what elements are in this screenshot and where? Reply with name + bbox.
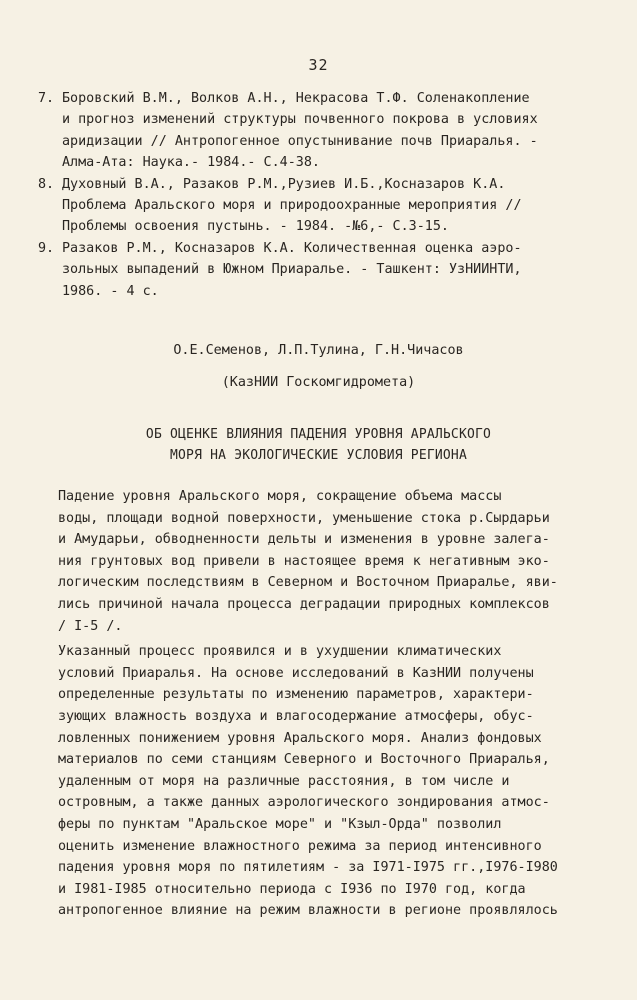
article-body (58, 486, 620, 926)
article-authors: О.Е.Семенов, Л.П.Тулина, Г.Н.Чичасов (173, 343, 464, 358)
reference-number: 7. (38, 91, 55, 106)
reference-number: 9. (38, 240, 55, 256)
reference-text: Духовный В.А., Разаков Р.М.,Рузиев И.Б.,Косназаров К.А. Проблема Аральского моря и природоохранные мероприятия // Проблемы освоения пустынь. - 1984. -№6,- С.3-15. (62, 176, 522, 235)
reference-text: Разаков Р.М., Косназаров К.А. Количественная оценка аэро- зольных выпадений в Южном Приаралье. - Ташкент: УзНИИНТИ, 1986. - 4 с. (62, 240, 522, 299)
reference-item (38, 174, 618, 238)
reference-item (38, 238, 618, 302)
page-number: 32 (308, 56, 329, 74)
reference-number: 8. (38, 176, 55, 192)
article-affiliation: (КазНИИ Госкомгидромета) (221, 375, 416, 390)
body-paragraph: Указанный процесс проявился и в ухудшении климатических условий Приаралья. На основе исследований в КазНИИ получены определенные результаты по изменению параметров, характери- зующих влажность воздуха и влагосодержание атмосферы, обус- ловленных понижением уровня Аральского моря. Анализ фондовых материалов по семи станциям Северного и Восточного Приаралья, удаленным от моря на различные расстояния, в том числе и островным, а также данных аэрологического зондирования атмос- феры по пунктам "Аральское море" и "Кзыл-Орда" позволил оценить изменение влажностного режима за период интенсивного падения уровня моря по пятилетиям - за I971-I975 гг.,I976-I980 и I981-I985 относительно периода с I936 по I970 год, когда антропогенное влияние на режим влажности в регионе проявлялось (58, 644, 558, 919)
reference-text: Боровский В.М., Волков А.Н., Некрасова Т.Ф. Соленакопление и прогноз изменений структуры почвенного покрова в условиях аридизации // Антропогенное опустынивание почв Приаралья. - Алма-Ата: Наука.- 1984.- С.4-38. (62, 91, 538, 171)
article-title: ОБ ОЦЕНКЕ ВЛИЯНИЯ ПАДЕНИЯ УРОВНЯ АРАЛЬСКОГО МОРЯ НА ЭКОЛОГИЧЕСКИЕ УСЛОВИЯ РЕГИОНА (145, 427, 492, 463)
body-paragraph: Падение уровня Аральского моря, сокращение объема массы воды, площади водной поверхности, уменьшение стока р.Сырдарьи и Амударьи, обводненности дельты и изменения в уровне залега- ния грунтовых вод привели в настоящее время к негативным эко- логическим последствиям в Северном и Восточном Приаралье, яви- лись причиной начала процесса деградации природных комплексов / I-5 /. (58, 489, 558, 634)
reference-list (38, 88, 618, 302)
reference-item (38, 88, 618, 174)
